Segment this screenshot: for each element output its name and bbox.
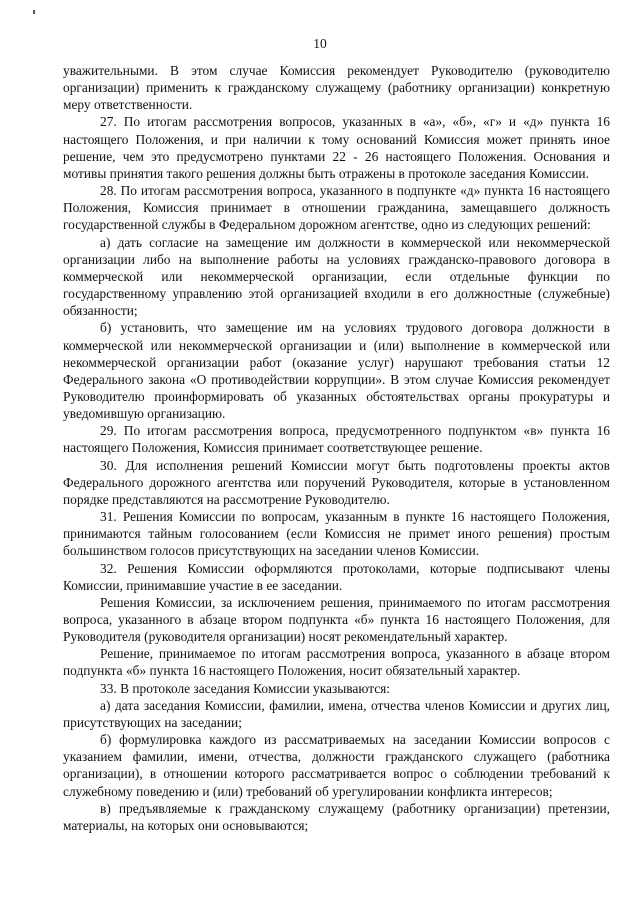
paragraph-item-32-mandatory: Решение, принимаемое по итогам рассмотрения вопроса, указанного в абзаце втором подпункта «б» пункта 16 настоящего Положения, носит обязательный характер.: [63, 646, 610, 679]
paragraph-item-29: 29. По итогам рассмотрения вопроса, предусмотренного подпунктом «в» пункта 16 настоящего Положения, Комиссия принимает соответствующее решение.: [63, 423, 610, 456]
paragraph-continuation: уважительными. В этом случае Комиссия рекомендует Руководителю (руководителю организации) применить к гражданскому служащему (работнику организации) конкретную меру ответственности.: [63, 63, 610, 113]
scan-mark: [33, 10, 35, 14]
paragraph-item-32: 32. Решения Комиссии оформляются протоколами, которые подписывают члены Комиссии, принимавшие участие в ее заседании.: [63, 560, 610, 593]
document-body: [63, 62, 610, 834]
paragraph-item-28-b: б) установить, что замещение им на условиях трудового договора должности в коммерческой или некоммерческой организации и (или) выполнение в коммерческой или некоммерческой организации работ (оказание услуг) нарушают требования статьи 12 Федерального закона «О противодействии коррупции». В этом случае Комиссия рекомендует Руководителю проинформировать об указанных обстоятельствах органы прокуратуры и уведомившую организацию.: [63, 320, 610, 422]
paragraph-item-33-b: б) формулировка каждого из рассматриваемых на заседании Комиссии вопросов с указанием фамилии, имени, отчества, должности гражданского служащего (работника организации), в отношении которого рассматривается вопрос о соблюдении требований к служебному поведению и (или) требований об урегулировании конфликта интересов;: [63, 732, 610, 799]
paragraph-item-32-recommendation: Решения Комиссии, за исключением решения, принимаемого по итогам рассмотрения вопроса, указанного в абзаце втором подпункта «б» пункта 16 настоящего Положения, для Руководителя (руководителя организации) носят рекомендательный характер.: [63, 594, 610, 645]
paragraph-item-27: 27. По итогам рассмотрения вопросов, указанных в «а», «б», «г» и «д» пункта 16 настоящего Положения, и при наличии к тому оснований Комиссия может принять иное решение, чем это предусмотрено пунктами 22 - 26 настоящего Положения. Основания и мотивы принятия такого решения должны быть отражены в протоколе заседания Комиссии.: [63, 114, 610, 181]
paragraph-item-33-a: а) дата заседания Комиссии, фамилии, имена, отчества членов Комиссии и других лиц, присутствующих на заседании;: [63, 697, 610, 730]
paragraph-item-31: 31. Решения Комиссии по вопросам, указанным в пункте 16 настоящего Положения, принимаются тайным голосованием (если Комиссия не примет иного решения) простым большинством голосов присутствующих на заседании членов Комиссии.: [63, 509, 610, 559]
paragraph-item-33: 33. В протоколе заседания Комиссии указываются:: [100, 680, 391, 696]
paragraph-item-33-c: в) предъявляемые к гражданскому служащему (работнику организации) претензии, материалы, на которых они основываются;: [63, 800, 610, 833]
paragraph-item-30: 30. Для исполнения решений Комиссии могут быть подготовлены проекты актов Федерального дорожного агентства или поручений Руководителя, которые в установленном порядке представляются на рассмотрение Руководителю.: [63, 457, 610, 507]
paragraph-item-28-a: а) дать согласие на замещение им должности в коммерческой или некоммерческой организации либо на выполнение работы на условиях гражданско-правового договора в коммерческой или некоммерческой организации, если отдельные функции по государственному управлению этой организацией входили в его должностные (служебные) обязанности;: [63, 234, 610, 319]
page-number: 10: [313, 36, 327, 51]
paragraph-item-28: 28. По итогам рассмотрения вопроса, указанного в подпункте «д» пункта 16 настоящего Положения, Комиссия принимает в отношении гражданина, замещавшего должность государственной службы в Федеральном дорожном агентстве, одно из следующих решений:: [63, 183, 610, 233]
